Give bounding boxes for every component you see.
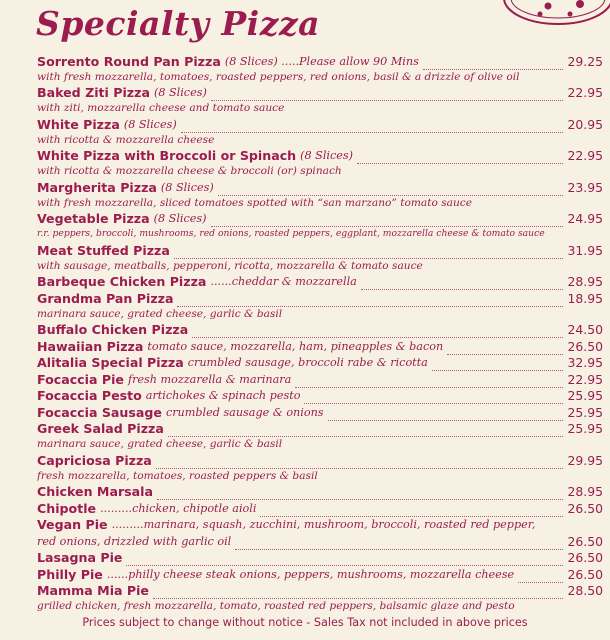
dot-leader xyxy=(168,426,563,437)
dot-leader xyxy=(192,327,563,338)
menu-item-row xyxy=(37,452,603,469)
menu-title: Specialty Pizza xyxy=(36,4,321,43)
menu-item-row xyxy=(37,550,603,567)
menu-item-row xyxy=(37,388,603,405)
dot-leader xyxy=(447,344,563,355)
menu-item-row xyxy=(37,322,603,339)
menu-item-price: 18.95 xyxy=(567,290,603,306)
menu-item xyxy=(37,211,603,243)
menu-item-name: Philly Pie xyxy=(37,566,103,582)
menu-item-note: (8 Slices) xyxy=(153,212,207,225)
menu-item-name: Mamma Mia Pie xyxy=(37,583,149,598)
menu-item-name: Vegan Pie xyxy=(37,517,108,532)
menu-item-price: 20.95 xyxy=(567,116,603,132)
menu-item-row xyxy=(37,338,603,355)
dot-leader xyxy=(153,588,563,599)
menu-item-note: crumbled sausage & onions xyxy=(165,405,324,419)
menu-item-row xyxy=(37,583,603,600)
dot-leader xyxy=(304,393,563,404)
menu-item-note: (8 Slices) .....Please allow 90 Mins xyxy=(224,54,419,68)
menu-item xyxy=(37,533,603,550)
menu-item-row xyxy=(37,355,603,372)
menu-item-price: 22.95 xyxy=(567,371,603,387)
dot-leader xyxy=(328,410,563,421)
menu-item-row xyxy=(37,53,603,70)
menu-item xyxy=(37,583,603,615)
menu-item-description: marinara sauce, grated cheese, garlic & basil xyxy=(37,438,283,450)
menu-item-description: with sausage, meatballs, pepperoni, ricotta, mozzarella & tomato sauce xyxy=(37,259,423,272)
menu-item-name: Grandma Pan Pizza xyxy=(37,290,174,306)
menu-item-row xyxy=(37,404,603,421)
menu-item-name: White Pizza with Broccoli or Spinach xyxy=(37,148,297,163)
menu-item-description: grilled chicken, fresh mozzarella, tomato, roasted red peppers, balsamic glaze and pesto xyxy=(37,600,515,612)
menu-item xyxy=(37,53,603,85)
menu-item-name: Focaccia Pie xyxy=(37,371,124,387)
menu-item-row xyxy=(37,85,603,102)
menu-item xyxy=(37,388,603,405)
menu-item xyxy=(37,566,603,583)
menu-item-note: (8 Slices) xyxy=(160,180,214,194)
menu-item-name: Greek Salad Pizza xyxy=(37,421,164,436)
menu-item-row xyxy=(37,274,603,291)
menu-item-price: 28.50 xyxy=(567,583,603,598)
menu-item xyxy=(37,242,603,274)
dot-leader xyxy=(181,122,563,133)
menu-item-note: fresh mozzarella & marinara xyxy=(127,372,292,386)
menu-item-name: Margherita Pizza xyxy=(37,179,157,195)
menu-item-note: ......cheddar & mozzarella xyxy=(210,275,357,288)
menu-item-row xyxy=(37,533,603,550)
footer-note: Prices subject to change without notice - Sales Tax not included in above prices xyxy=(82,616,528,629)
menu-item-note: (8 Slices) xyxy=(123,117,177,131)
menu-item-row xyxy=(37,500,603,517)
pizza-menu-list xyxy=(37,53,603,614)
menu-item-row xyxy=(37,179,603,196)
menu-item-row xyxy=(37,116,603,133)
menu-item-name: White Pizza xyxy=(37,116,120,132)
dot-leader xyxy=(423,59,563,70)
menu-item-row xyxy=(37,290,603,307)
menu-item xyxy=(37,421,603,453)
menu-item xyxy=(37,322,603,339)
dot-leader xyxy=(218,185,563,196)
menu-item-row xyxy=(37,211,603,228)
menu-item xyxy=(37,404,603,421)
menu-item-row xyxy=(37,517,603,534)
menu-item-name: Focaccia Sausage xyxy=(37,404,162,420)
menu-item-row xyxy=(37,148,603,165)
menu-item-note: (8 Slices) xyxy=(300,149,353,162)
menu-item-row xyxy=(37,371,603,388)
menu-item-price: 26.50 xyxy=(567,550,603,565)
menu-item-name: Alitalia Special Pizza xyxy=(37,355,184,370)
menu-item-note: .........marinara, squash, zucchini, mushroom, broccoli, roasted red pepper, xyxy=(111,518,536,531)
menu-item-note: (8 Slices) xyxy=(153,86,207,99)
menu-item-name: Chicken Marsala xyxy=(37,484,153,499)
menu-item-note: artichokes & spinach pesto xyxy=(145,389,301,402)
menu-item-price: 24.50 xyxy=(567,322,603,337)
dot-leader xyxy=(361,279,563,290)
menu-item-note: red onions, drizzled with garlic oil xyxy=(37,534,232,548)
menu-item-price: 26.50 xyxy=(567,500,603,516)
menu-item-price: 25.95 xyxy=(567,388,603,403)
menu-item xyxy=(37,452,603,484)
menu-item-note: ......philly cheese steak onions, peppers, mushrooms, mozzarella cheese xyxy=(106,567,515,581)
dot-leader xyxy=(174,248,563,259)
menu-item xyxy=(37,550,603,567)
menu-item-name: Baked Ziti Pizza xyxy=(37,85,150,100)
menu-item-price: 22.95 xyxy=(567,85,603,100)
menu-item-row xyxy=(37,421,603,438)
menu-item-price: 31.95 xyxy=(567,242,603,258)
dot-leader xyxy=(295,377,563,388)
menu-item-note: crumbled sausage, broccoli rabe & ricotta xyxy=(187,356,428,369)
menu-item-description: with ricotta & mozzarella cheese xyxy=(37,133,215,146)
menu-item xyxy=(37,274,603,291)
menu-item xyxy=(37,355,603,372)
menu-item-price: 28.95 xyxy=(567,484,603,499)
menu-item-name: Vegetable Pizza xyxy=(37,211,150,226)
dot-leader xyxy=(211,90,563,101)
dot-leader xyxy=(157,489,563,500)
menu-item-price: 28.95 xyxy=(567,274,603,289)
dot-leader xyxy=(156,458,563,469)
menu-item-price: 32.95 xyxy=(567,355,603,370)
menu-item-price: 26.50 xyxy=(567,533,603,549)
menu-item-price: 25.95 xyxy=(567,421,603,436)
menu-item xyxy=(37,338,603,355)
menu-item xyxy=(37,371,603,388)
menu-item xyxy=(37,290,603,322)
menu-item-name: Hawaiian Pizza xyxy=(37,338,144,354)
dot-leader xyxy=(260,506,563,517)
menu-item-description: with ricotta & mozzarella cheese & broccoli (or) spinach xyxy=(37,165,342,177)
menu-item-price: 23.95 xyxy=(567,179,603,195)
menu-item-name: Buffalo Chicken Pizza xyxy=(37,322,189,337)
menu-item xyxy=(37,517,603,534)
menu-item xyxy=(37,500,603,517)
menu-item-name: Lasagna Pie xyxy=(37,550,123,565)
menu-item xyxy=(37,148,603,180)
dot-leader xyxy=(177,296,563,307)
dot-leader xyxy=(235,539,563,550)
menu-item-description: fresh mozzarella, tomatoes, roasted peppers & basil xyxy=(37,469,318,482)
menu-item-name: Capriciosa Pizza xyxy=(37,452,152,468)
menu-item-name: Chipotle xyxy=(37,500,97,516)
menu-item-description: with ziti, mozzarella cheese and tomato sauce xyxy=(37,102,285,114)
menu-item-row xyxy=(37,566,603,583)
menu-item xyxy=(37,484,603,501)
menu-item-description: marinara sauce, grated cheese, garlic & basil xyxy=(37,307,283,320)
menu-item-price: 26.50 xyxy=(567,566,603,582)
menu-item-row xyxy=(37,242,603,259)
menu-item-name: Barbeque Chicken Pizza xyxy=(37,274,207,289)
menu-item-price: 22.95 xyxy=(567,148,603,163)
pizza-illustration-icon xyxy=(488,0,610,30)
menu-item-description: with fresh mozzarella, tomatoes, roasted peppers, red onions, basil & a drizzle of olive oil xyxy=(37,70,520,83)
menu-item xyxy=(37,116,603,148)
dot-leader xyxy=(518,572,563,583)
menu-item-name: Meat Stuffed Pizza xyxy=(37,242,170,258)
menu-item-description: r.r. peppers, broccoli, mushrooms, red onions, roasted peppers, eggplant, mozzarella cheese & tomato sauce xyxy=(37,228,545,239)
dot-leader xyxy=(211,216,564,227)
menu-item-name: Sorrento Round Pan Pizza xyxy=(37,53,221,69)
menu-item-price: 25.95 xyxy=(567,404,603,420)
dot-leader xyxy=(357,153,563,164)
dot-leader xyxy=(432,360,563,371)
menu-item xyxy=(37,85,603,117)
menu-item-row xyxy=(37,484,603,501)
menu-item-price: 29.25 xyxy=(567,53,603,69)
dot-leader xyxy=(126,555,563,566)
menu-item-description: with fresh mozzarella, sliced tomatoes spotted with “san marzano” tomato sauce xyxy=(37,196,472,209)
menu-item-price: 24.95 xyxy=(567,211,603,226)
menu-item-price: 26.50 xyxy=(567,338,603,354)
menu-item-note: .........chicken, chipotle aioli xyxy=(100,501,257,515)
menu-item-name: Focaccia Pesto xyxy=(37,388,142,403)
menu-item-price: 29.95 xyxy=(567,452,603,468)
menu-item xyxy=(37,179,603,211)
menu-item-note: tomato sauce, mozzarella, ham, pineapples & bacon xyxy=(147,339,444,353)
